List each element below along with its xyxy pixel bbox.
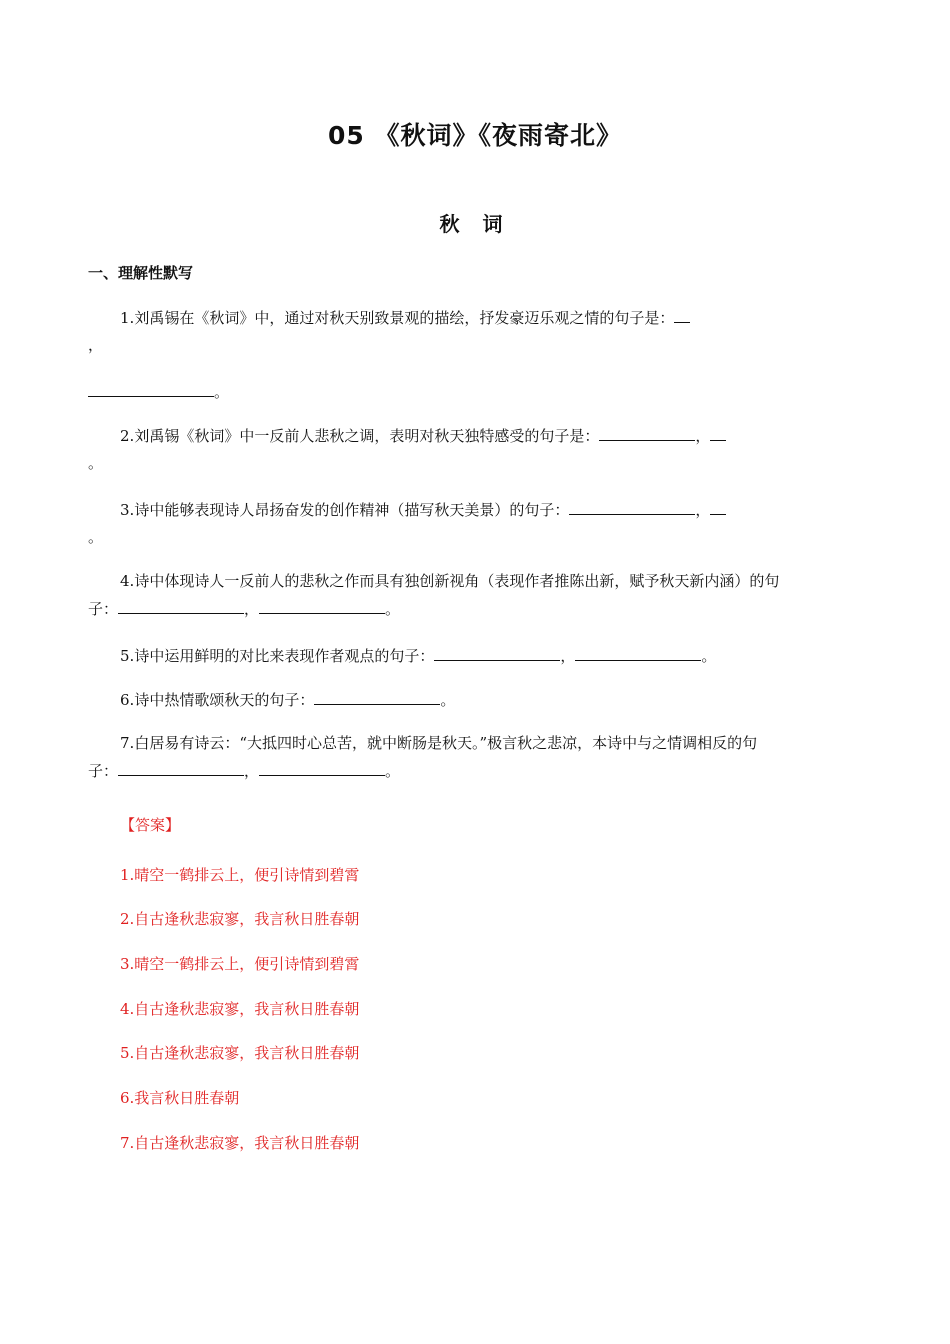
question-text: 刘禹锡在《秋词》中，通过对秋天别致景观的描绘，抒发豪迈乐观之情的句子是： [134,309,675,327]
answer-blank[interactable] [575,642,701,661]
question-text: 刘禹锡《秋词》中一反前人悲秋之调，表明对秋天独特感受的句子是： [134,427,600,445]
answer-blank[interactable] [674,304,690,323]
question-text: 诗中运用鲜明的对比来表现作者观点的句子： [134,647,435,665]
question-text: 诗中体现诗人一反前人的悲秋之作而具有独创新视角（表现作者推陈出新，赋予秋天新内涵）的句 [134,572,780,590]
question-7 [88,730,863,785]
question-number: 5. [120,647,135,665]
question-separator: ， [560,647,576,665]
question-end: 。 [88,454,104,472]
question-number: 7. [120,734,135,752]
answer-blank[interactable] [314,686,440,705]
answer-blank[interactable] [118,757,244,776]
answer-blank[interactable] [599,422,695,441]
answer-blank[interactable] [710,422,726,441]
question-separator: ， [88,336,104,354]
question-end: 。 [385,600,401,618]
question-3 [88,496,863,551]
question-number: 1. [120,309,135,327]
question-text: 白居易有诗云：“大抵四时心总苦，就中断肠是秋天。”极言秋之悲凉，本诗中与之情调相反的句 [134,734,758,752]
answer-item: 1.晴空一鹤排云上，便引诗情到碧霄 [120,866,360,884]
question-separator: ， [695,427,711,445]
question-number: 6. [120,691,135,709]
question-end: 。 [701,647,717,665]
answer-item: 6.我言秋日胜春朝 [120,1089,240,1107]
section-heading: 一、理解性默写 [88,264,194,282]
question-2 [88,422,863,477]
question-5 [88,642,863,670]
question-end: 。 [88,528,104,546]
question-number: 2. [120,427,135,445]
question-text-line2: 子： [88,600,119,618]
answer-item: 4.自古逢秋悲寂寥，我言秋日胜春朝 [120,1000,360,1018]
question-end: 。 [385,762,401,780]
question-number: 3. [120,501,135,519]
answer-blank[interactable] [434,642,560,661]
question-1-continuation [88,378,863,406]
answer-item: 5.自古逢秋悲寂寥，我言秋日胜春朝 [120,1044,360,1062]
answer-blank[interactable] [118,595,244,614]
question-text-line2: 子： [88,762,119,780]
question-separator: ， [244,600,260,618]
question-1 [88,304,863,359]
question-separator: ， [244,762,260,780]
page-title: 05 《秋词》《夜雨寄北》 [328,121,622,150]
answer-blank[interactable] [259,757,385,776]
poem-title: 秋 词 [439,212,511,236]
answer-blank[interactable] [259,595,385,614]
answer-blank[interactable] [710,496,726,515]
question-6 [88,686,863,714]
answer-item: 7.自古逢秋悲寂寥，我言秋日胜春朝 [120,1134,360,1152]
question-4 [88,568,863,623]
question-number: 4. [120,572,135,590]
question-end: 。 [214,383,230,401]
answer-blank[interactable] [569,496,695,515]
question-text: 诗中能够表现诗人昂扬奋发的创作精神（描写秋天美景）的句子： [134,501,570,519]
answer-item: 2.自古逢秋悲寂寥，我言秋日胜春朝 [120,910,360,928]
question-text: 诗中热情歌颂秋天的句子： [134,691,315,709]
answers-label: 【答案】 [120,816,181,834]
answer-blank[interactable] [88,378,214,397]
answer-item: 3.晴空一鹤排云上，便引诗情到碧霄 [120,955,360,973]
question-end: 。 [440,691,456,709]
question-separator: ， [695,501,711,519]
